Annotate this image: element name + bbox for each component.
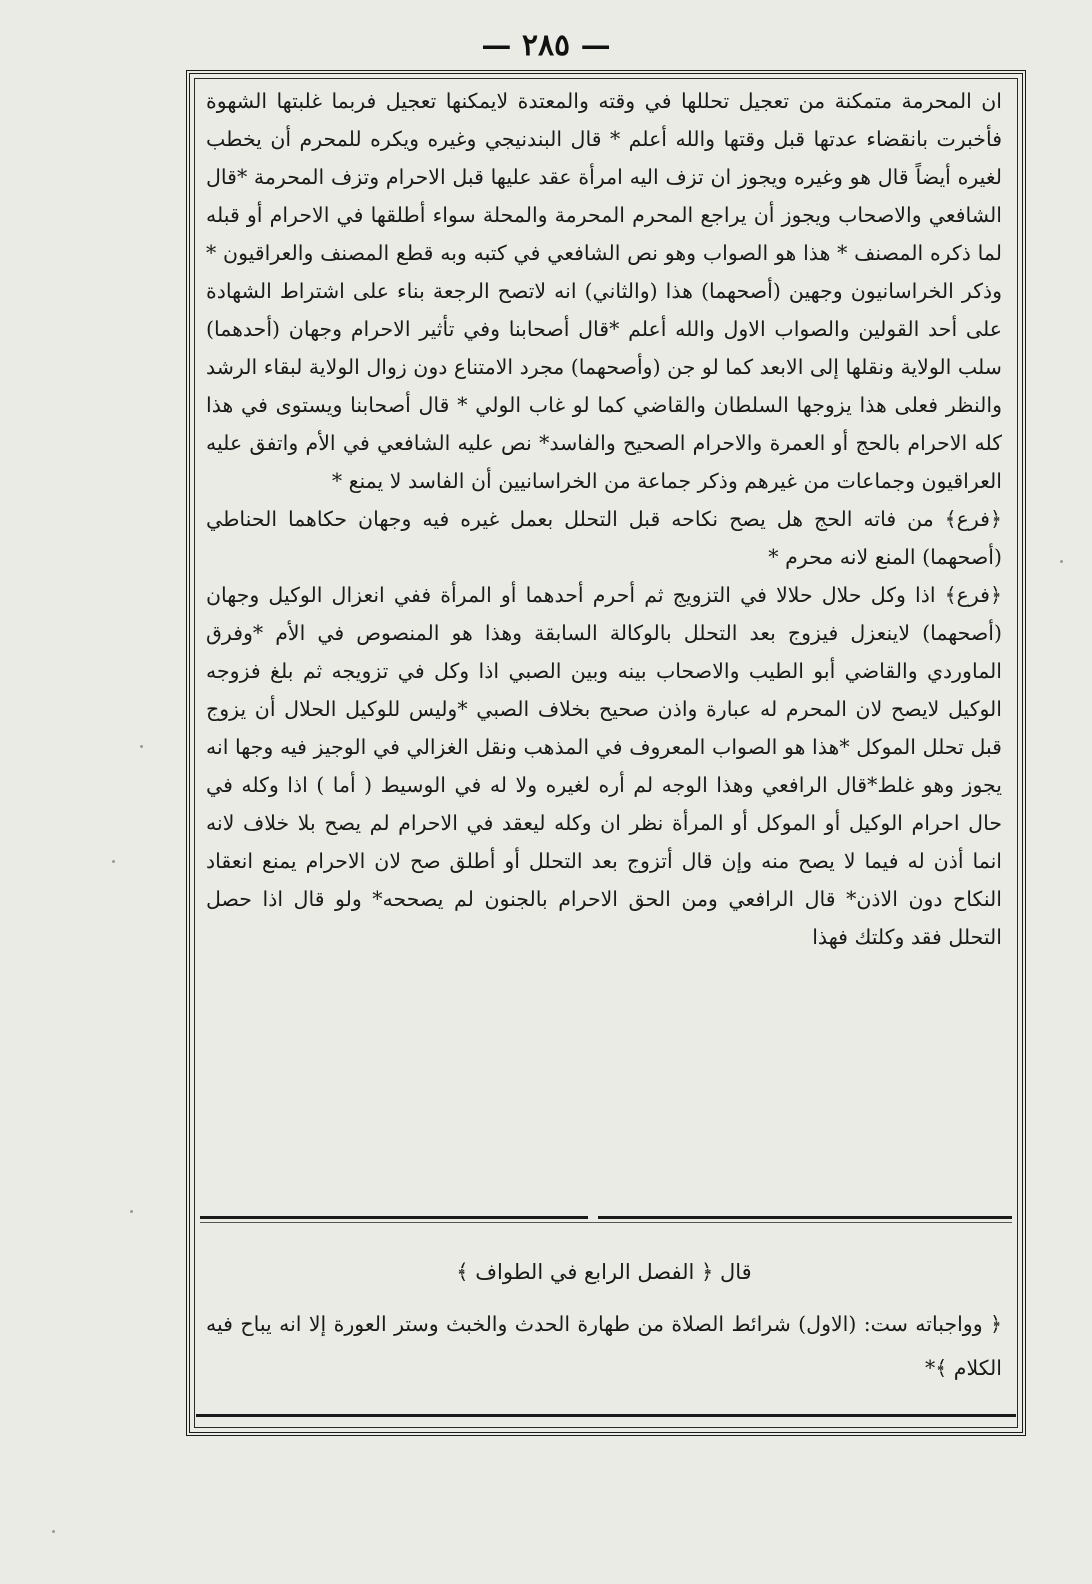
main-paragraph: ﴿فرع﴾ اذا وكل حلال حلالا في التزويج ثم أحرم أحدهما أو المرأة ففي انعزال الوكيل وجهان (أصحهما) لاينعزل فيزوج بعد التحلل بالوكالة السابقة وهذا هو المنصوص في الأم *وفرق الماوردي والقاضي أبو الطيب والاصحاب بينه وبين الصبي اذا وكل في تزويجه ثم بلغ فزوجه الوكيل لايصح لان المحرم له عبارة واذن صحيح بخلاف الصبي *وليس للوكيل الحلال أن يزوج قبل تحلل الموكل *هذا هو الصواب المعروف في المذهب ونقل الغزالي في الوجيز فيه وجها انه يجوز وهو غلط*قال الرافعي وهذا الوجه لم أره لغيره ولا له في الوسيط ( أما ) اذا وكله في حال احرام الوكيل أو الموكل أو المرأة نظر ان وكله ليعقد في الاحرام لم يصح بلا خلاف لانه انما أذن له فيما لا يصح منه وإن قال أتزوج بعد التحلل أو أطلق صح لان الاحرام يمنع انعقاد النكاح دون الاذن* قال الرافعي ومن الحق الاحرام بالجنون لم يصححه* ولو قال اذا حصل التحلل فقد وكلتك فهذا [206,583,1002,949]
main-text-body [206,82,1002,956]
frame-bottom-rule [196,1414,1016,1417]
divider-rule-right [598,1216,1012,1219]
paper-speck [52,1530,55,1533]
paper-speck [112,860,115,863]
paper-speck [140,745,143,748]
main-paragraph: ان المحرمة متمكنة من تعجيل تحللها في وقته والمعتدة لايمكنها تعجيل فربما غلبتها الشهوة فأخبرت بانقضاء عدتها قبل وقتها والله أعلم * قال البندنيجي وغيره ويكره للمحرم أن يخطب لغيره أيضاً قال هو وغيره ويجوز ان تزف اليه امرأة عقد عليها قبل الاحرام وتزف المحرمة *قال الشافعي والاصحاب ويجوز أن يراجع المحرم المحرمة والمحلة سواء أطلقها في الاحرام أو قبله لما ذكره المصنف * هذا هو الصواب وهو نص الشافعي في كتبه وبه قطع المصنف والعراقيون * وذكر الخراسانيون وجهين (أصحهما) هذا (والثاني) انه لاتصح الرجعة بناء على اشتراط الشهادة على أحد القولين والصواب الاول والله أعلم *قال أصحابنا وفي تأثير الاحرام وجهان (أحدهما) سلب الولاية ونقلها إلى الابعد كما لو جن (وأصحهما) مجرد الامتناع دون زوال الولاية لبقاء الرشد والنظر فعلى هذا يزوجها السلطان والقاضي كما لو غاب الولي * قال أصحابنا ويستوى في هذا كله الاحرام بالحج أو العمرة والاحرام الصحيح والفاسد* نص عليه الشافعي في الأم واتفق عليه العراقيون وجماعات من غيرهم وذكر جماعة من الخراسانيين أن الفاسد لا يمنع * [206,89,1002,493]
section-heading: قال ﴿ الفصل الرابع في الطواف ﴾ [456,1260,752,1284]
page-number: — ٢٨٥ — [481,28,611,63]
divider-thin-rule [200,1222,1012,1223]
main-paragraph: ﴿فرع﴾ من فاته الحج هل يصح نكاحه قبل التحلل بعمل غيره فيه وجهان حكاهما الحناطي (أصحهما) المنع لانه محرم * [206,507,1002,569]
paper-speck [130,1210,133,1213]
matn-block [206,1250,1002,1390]
paper-speck [1060,560,1063,563]
divider-rule-left [200,1216,588,1219]
matn-text: ﴿ وواجباته ست: (الاول) شرائط الصلاة من طهارة الحدث والخبث وستر العورة إلا انه يباح فيه الكلام ﴾* [206,1312,1002,1380]
section-divider [200,1216,1012,1224]
